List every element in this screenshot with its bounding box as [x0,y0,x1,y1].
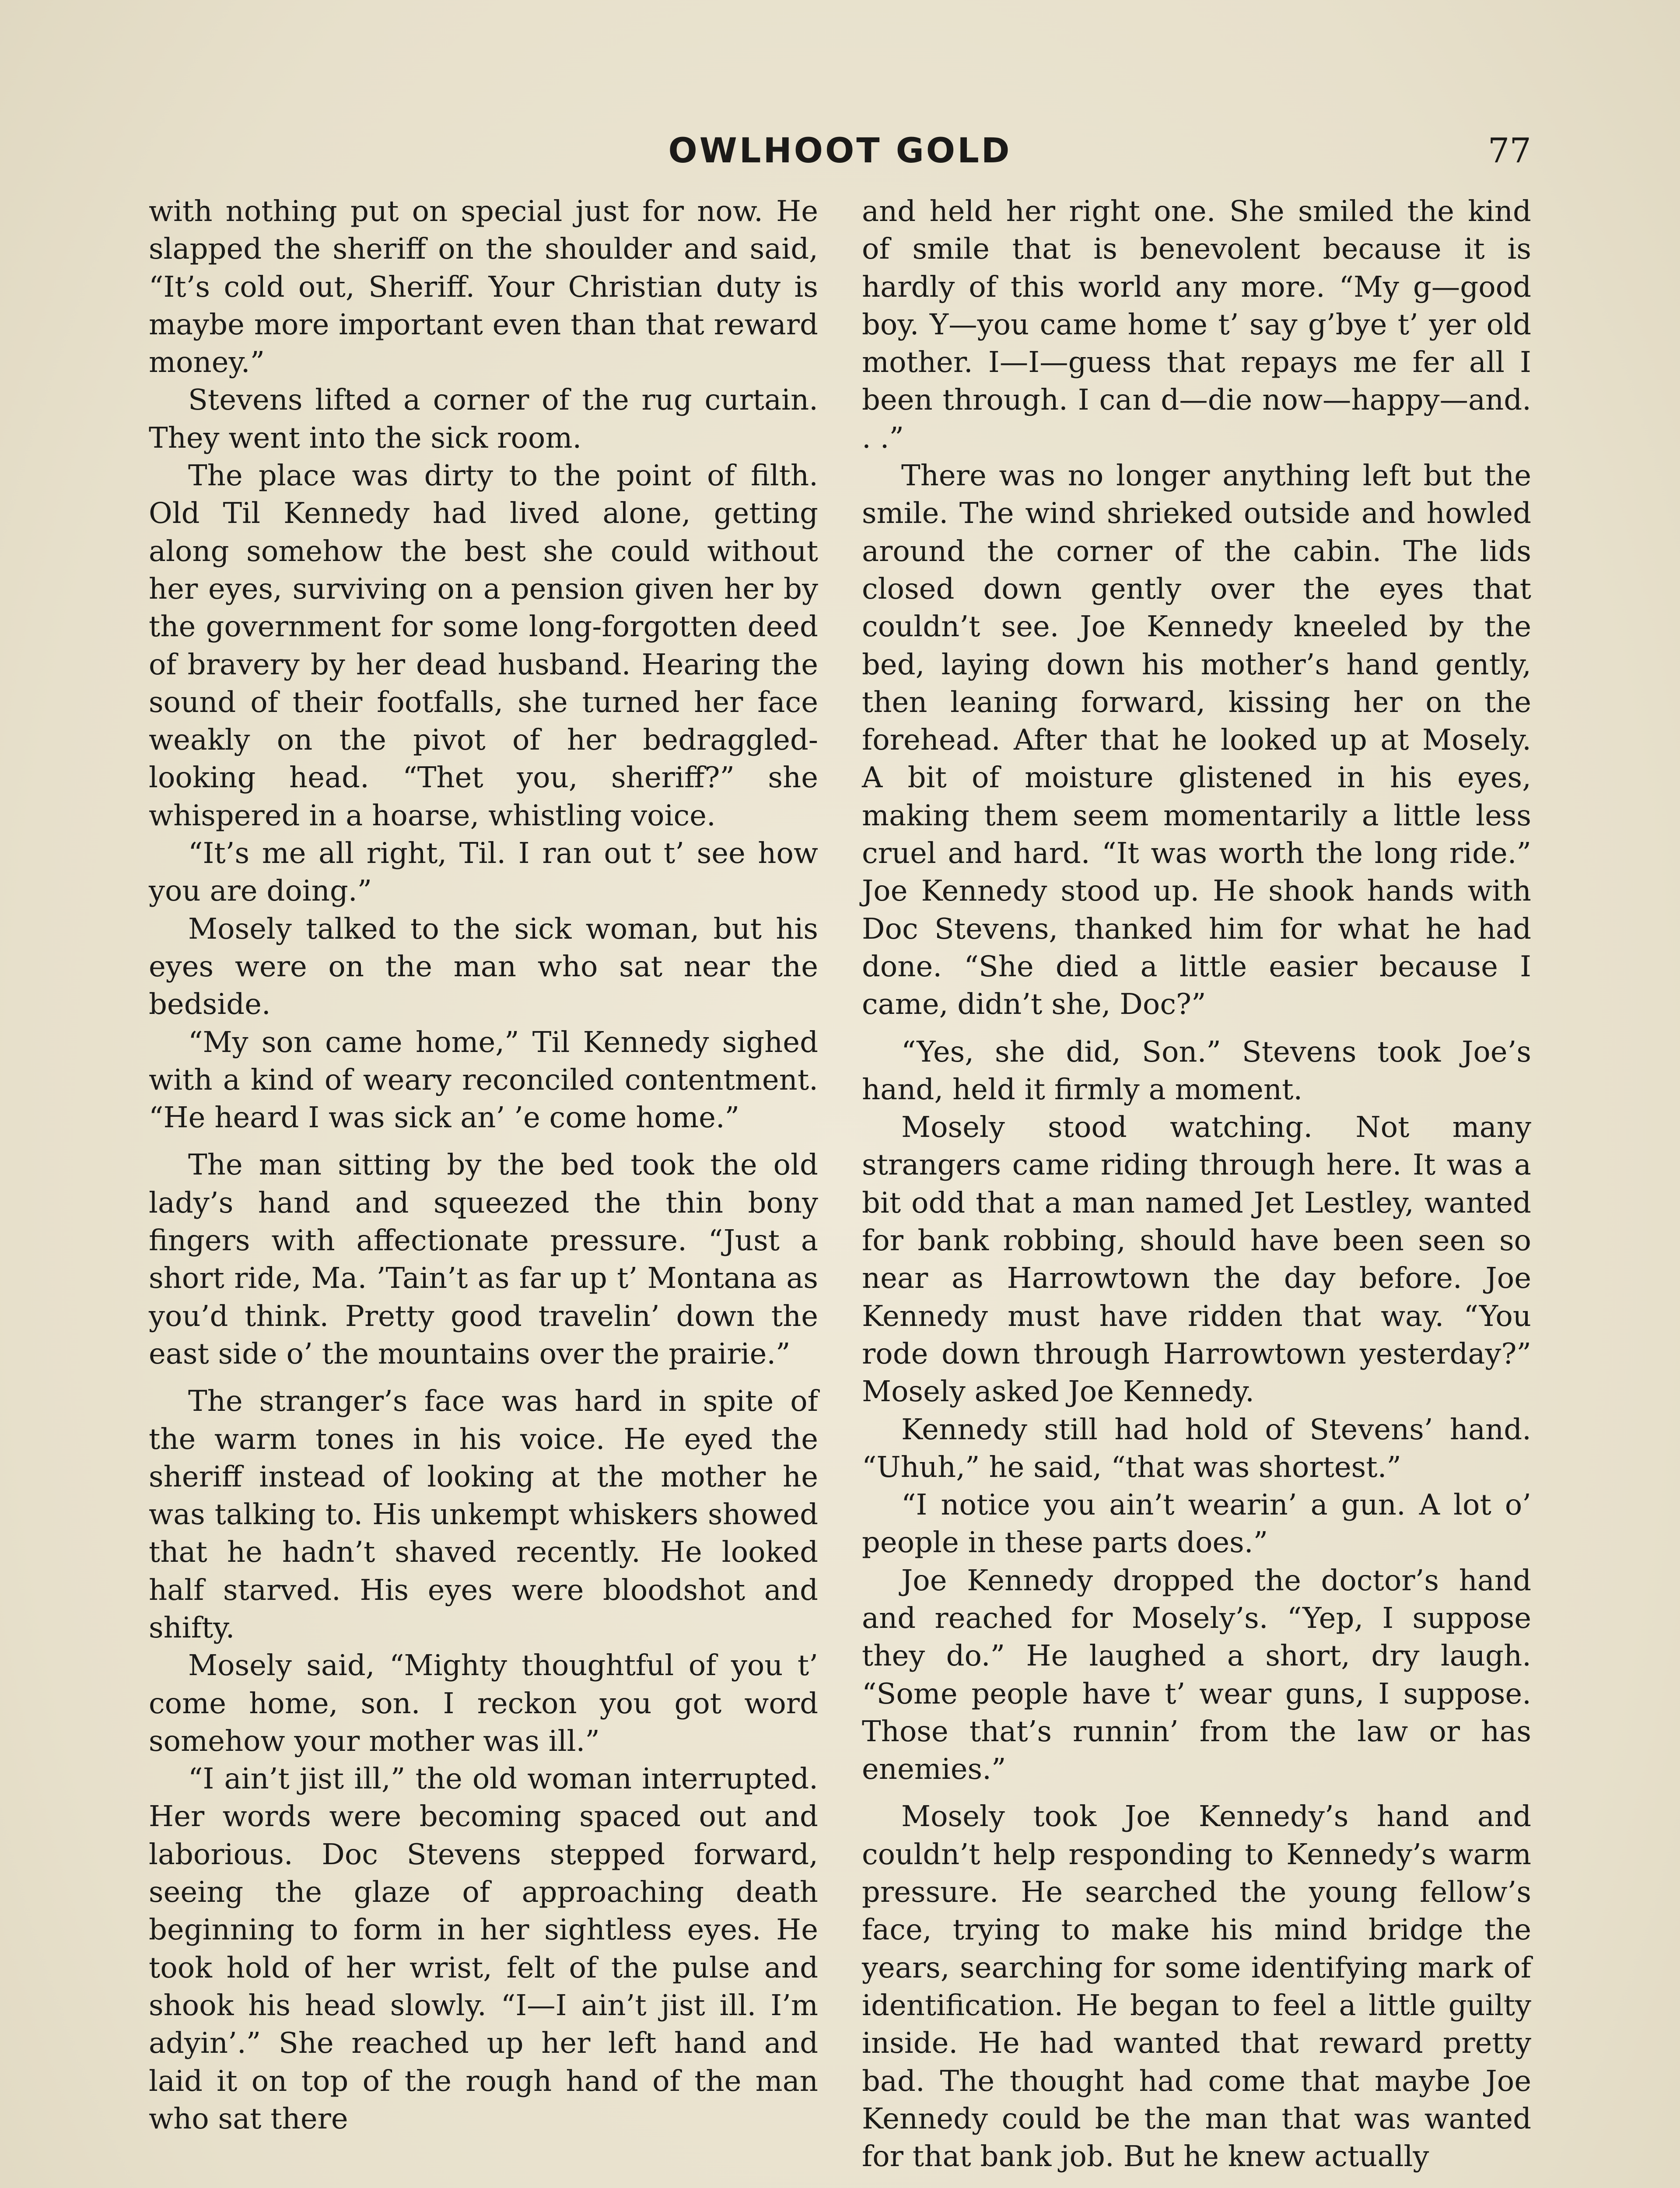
paragraph: The place was dirty to the point of filth. Old Til Kennedy had lived alone, getting along somehow the best she could without her eyes, surviving on a pension given her by the government for some long-forgotten deed of bravery by her dead husband. Hearing the sound of their footfalls, she turned her face weakly on the pivot of her bedraggled-looking head. “Thet you, sheriff?” she whispered in a hoarse, whistling voice. [149,459,818,832]
paragraph: with nothing put on special just for now. He slapped the sheriff on the shoulder and said, “It’s cold out, Sheriff. Your Christian duty is maybe more important even than that reward money.” [149,195,818,379]
paragraph: Kennedy still had hold of Stevens’ hand. “Uhuh,” he said, “that was shortest.” [862,1413,1531,1484]
paragraph: Mosely stood watching. Not many strangers came riding through here. It was a bit odd that a man named Jet Lestley, wanted for bank robbing, should have been seen so near as Harrowtown the day before. Joe Kennedy must have ridden that way. “You rode down through Harrowtown yesterday?” Mosely asked Joe Kennedy. [862,1111,1531,1409]
paragraph: Stevens lifted a corner of the rug curtain. They went into the sick room. [149,383,818,455]
paragraph: Mosely took Joe Kennedy’s hand and couldn’t help responding to Kennedy’s warm pressure. He searched the young fellow’s face, trying to make his mind bridge the years, searching for some identifying mark of identification. He began to feel a little guilty inside. He had wanted that reward pretty bad. The thought had come that maybe Joe Kennedy could be the man that was wanted for that bank job. But he knew actually [862,1800,1531,2174]
paragraph: Mosely talked to the sick woman, but his eyes were on the man who sat near the bedside. [149,912,818,1021]
right-text-column [862,193,1531,2175]
paragraph: and held her right one. She smiled the kind of smile that is benevolent because it is hardly of this world any more. “My g—good boy. Y—you came home t’ say g’bye t’ yer old mother. I—I—guess that repays me fer all I been through. I can d—die now—happy—and. . .” [862,195,1531,455]
paragraph: “Yes, she did, Son.” Stevens took Joe’s hand, held it firmly a moment. [862,1035,1531,1106]
paragraph: The stranger’s face was hard in spite of the warm tones in his voice. He eyed the sheriff instead of looking at the mother he was talking to. His unkempt whiskers showed that he hadn’t shaved recently. He looked half starved. His eyes were bloodshot and shifty. [149,1385,818,1645]
paragraph: “I notice you ain’t wearin’ a gun. A lot o’ people in these parts does.” [862,1488,1531,1560]
paragraph: The man sitting by the bed took the old lady’s hand and squeezed the thin bony fingers with affectionate pressure. “Just a short ride, Ma. ’Tain’t as far up t’ Montana as you’d think. Pretty good travelin’ down the east side o’ the mountains over the prairie.” [149,1148,818,1371]
paragraph: “I ain’t jist ill,” the old woman interrupted. Her words were becoming spaced out and laborious. Doc Stevens stepped forward, seeing the glaze of approaching death beginning to form in her sightless eyes. He took hold of her wrist, felt of the pulse and shook his head slowly. “I—I ain’t jist ill. I’m adyin’.” She reached up her left hand and laid it on top of the rough hand of the man who sat there [149,1762,818,2135]
paragraph: “My son came home,” Til Kennedy sighed with a kind of weary reconciled contentment. “He heard I was sick an’ ’e come home.” [149,1025,818,1135]
paragraph: Joe Kennedy dropped the doctor’s hand and reached for Mosely’s. “Yep, I suppose they do.” He laughed a short, dry laugh. “Some people have t’ wear guns, I suppose. Those that’s runnin’ from the law or has enemies.” [862,1564,1531,1786]
left-text-column [149,193,818,2138]
running-title: OWLHOOT GOLD [668,131,1012,171]
page-number: 77 [1488,131,1531,171]
page-header [149,131,1531,179]
paragraph: “It’s me all right, Til. I ran out t’ see how you are doing.” [149,837,818,908]
paragraph: Mosely said, “Mighty thoughtful of you t’ come home, son. I reckon you got word somehow your mother was ill.” [149,1649,818,1758]
paragraph: There was no longer anything left but the smile. The wind shrieked outside and howled around the corner of the cabin. The lids closed down gently over the eyes that couldn’t see. Joe Kennedy kneeled by the bed, laying down his mother’s hand gently, then leaning forward, kissing her on the forehead. After that he looked up at Mosely. A bit of moisture glistened in his eyes, making them seem momentarily a little less cruel and hard. “It was worth the long ride.” Joe Kennedy stood up. He shook hands with Doc Stevens, thanked him for what he had done. “She died a little easier because I came, didn’t she, Doc?” [862,459,1531,1021]
